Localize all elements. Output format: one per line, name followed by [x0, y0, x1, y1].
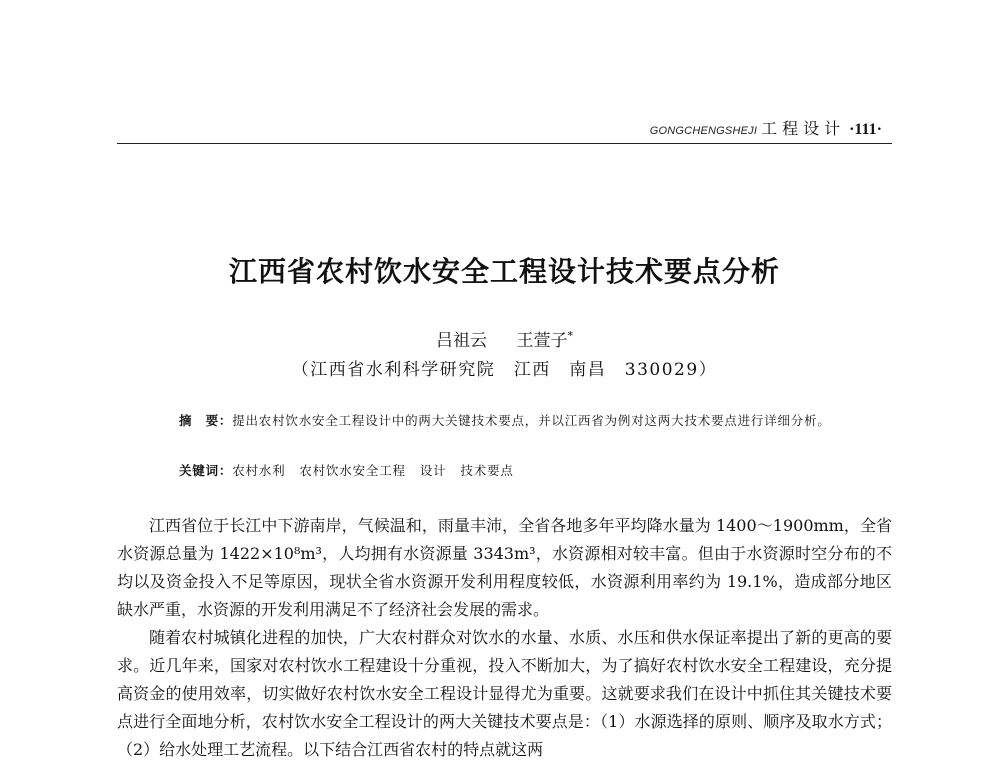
keyword: 农村饮水安全工程 — [299, 463, 406, 478]
author-name: 王萱子 — [516, 331, 568, 351]
journal-name-chinese: 工程设计 — [761, 119, 846, 138]
keywords-label: 关键词： — [179, 463, 233, 478]
journal-name-pinyin: GONGCHENGSHEJI — [649, 125, 758, 137]
abstract-text: 提出农村饮水安全工程设计中的两大关键技术要点，并以江西省为例对这两大技术要点进行详细分析。 — [232, 413, 831, 428]
author-line — [117, 326, 892, 351]
corresponding-author-mark: * — [567, 329, 573, 343]
page-number: ·111· — [849, 121, 882, 138]
author-1 — [436, 331, 487, 351]
header-right-group — [650, 116, 882, 139]
running-header — [117, 110, 892, 144]
keyword: 农村水利 — [232, 463, 286, 478]
abstract-label: 摘 要： — [179, 413, 233, 428]
body-paragraph-1: 江西省位于长江中下游南岸，气候温和，雨量丰沛，全省各地多年平均降水量为 1400～1900mm，全省水资源总量为 1422×10⁸m³，人均拥有水资源量 3343m³，水资源相对较丰富。但由于水资源时空分布的不均以及资金投入不足等原因，现状全省水资源开发利用程度较低，水资源利用率约为 19.1%，造成部分地区缺水严重，水资源的开发利用满足不了经济社会发展的需求。 — [117, 516, 892, 619]
body-text — [117, 512, 892, 760]
article-title: 江西省农村饮水安全工程设计技术要点分析 — [228, 255, 780, 288]
author-2 — [516, 331, 573, 351]
keyword: 技术要点 — [460, 463, 514, 478]
keyword: 设计 — [419, 463, 447, 478]
author-affiliation: （江西省水利科学研究院 江西 南昌 330029） — [291, 360, 718, 380]
keywords — [141, 461, 866, 479]
abstract — [141, 410, 866, 432]
body-paragraph-2: 随着农村城镇化进程的加快，广大农村群众对饮水的水量、水质、水压和供水保证率提出了新的更高的要求。近几年来，国家对农村饮水工程建设十分重视，投入不断加大，为了搞好农村饮水安全工程建设，充分提高资金的使用效率，切实做好农村饮水安全工程设计显得尤为重要。这就要求我们在设计中抓住其关键技术要点进行全面地分析，农村饮水安全工程设计的两大关键技术要点是：（1）水源选择的原则、顺序及取水方式；（2）给水处理工艺流程。以下结合江西省农村的特点就这两 — [117, 628, 892, 759]
header-rule — [117, 143, 892, 144]
author-name: 吕祖云 — [436, 331, 488, 351]
